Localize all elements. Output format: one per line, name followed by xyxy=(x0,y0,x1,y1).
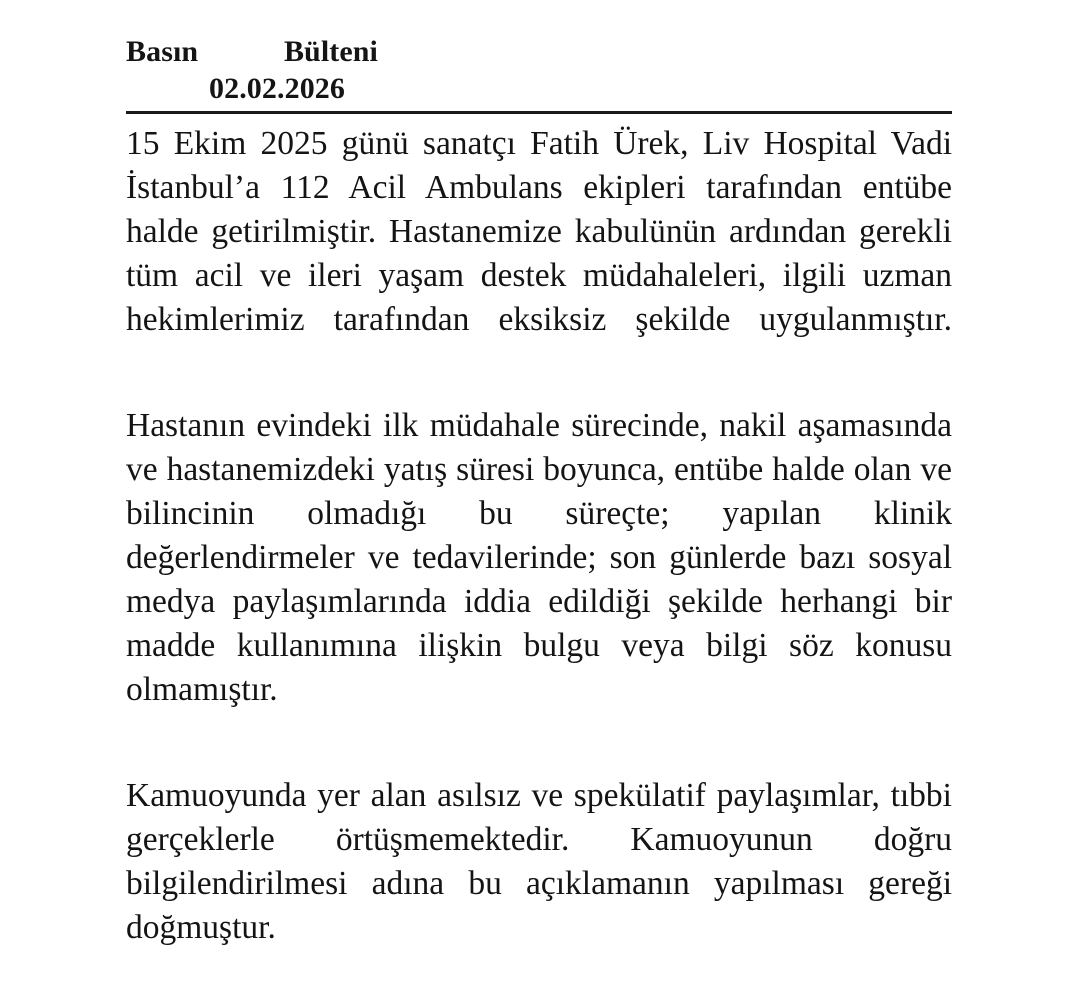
header-divider xyxy=(126,111,952,114)
title-word-bulteni: Bülteni xyxy=(283,35,378,68)
title-word-basin: Basın xyxy=(126,35,199,68)
press-release-date: 02.02.2026 xyxy=(209,72,345,105)
document-header xyxy=(126,34,378,108)
paragraph-3: Kamuoyunda yer alan asılsız ve spekülatif paylaşımlar, tıbbi gerçeklerle örtüşmemektedir. Kamuoyunun doğru bilgilendirilmesi adına bu açıklamanın yapılması gereği doğmuştur. xyxy=(126,777,952,946)
document-body xyxy=(126,122,952,994)
paragraph-2: Hastanın evindeki ilk müdahale sürecinde, nakil aşamasında ve hastanemizdeki yatış süresi boyunca, entübe halde olan ve bilincinin olmadığı bu süreçte; yapılan klinik değerlendirmeler ve tedavilerinde; son günlerde bazı sosyal medya paylaşımlarında iddia edildiği şekilde herhangi bir madde kullanımına ilişkin bulgu veya bilgi söz konusu olmamıştır. xyxy=(126,407,952,708)
paragraph-1: 15 Ekim 2025 günü sanatçı Fatih Ürek, Liv Hospital Vadi İstanbul’a 112 Acil Ambulans ekipleri tarafından entübe halde getirilmiştir. Hastanemize kabulünün ardından gerekli tüm acil ve ileri yaşam destek müdahaleleri, ilgili uzman hekimlerimiz tarafından eksiksiz şekilde uygulanmıştır. xyxy=(126,125,952,338)
press-release-title xyxy=(126,34,378,70)
